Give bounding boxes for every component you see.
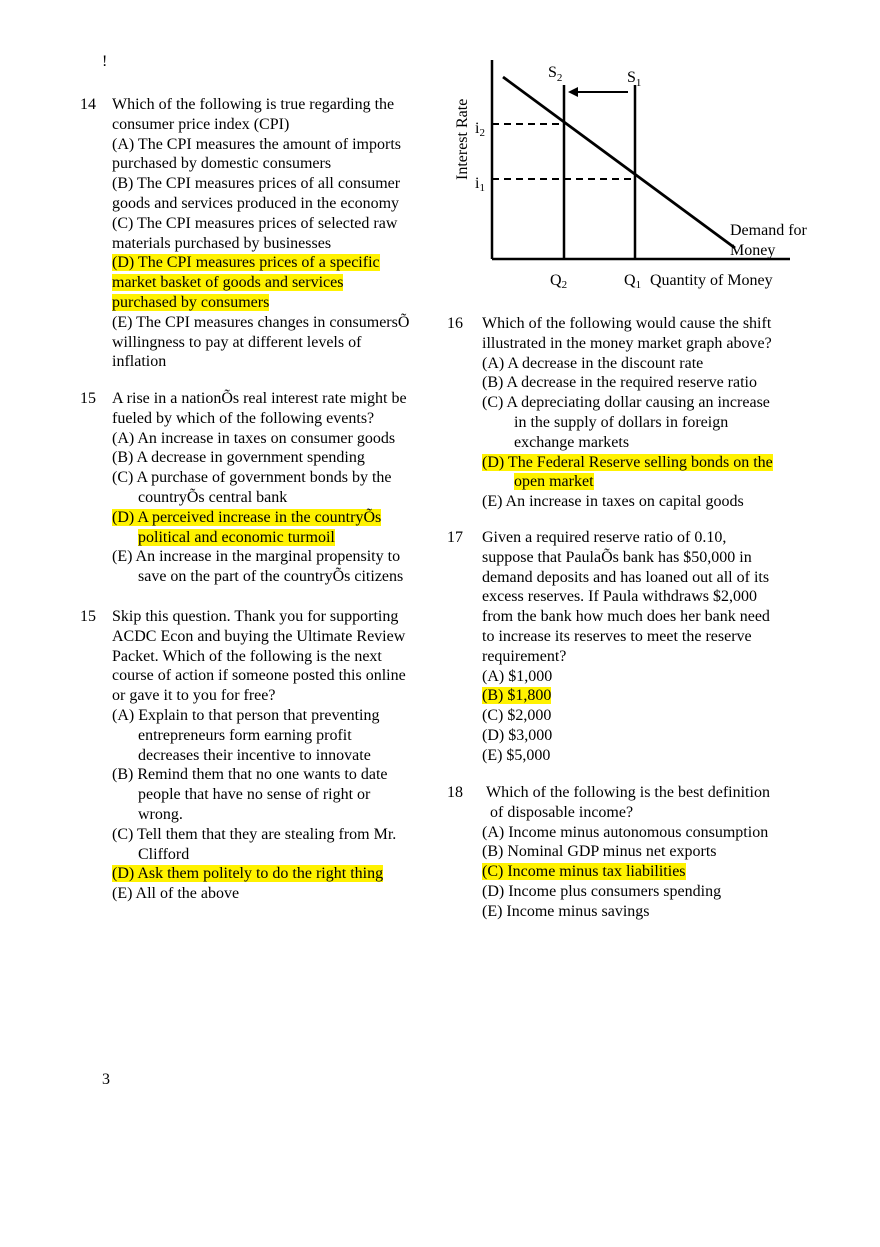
option-d-correct: (D) The Federal Reserve selling bonds on the [482,453,773,471]
option-a-cont: decreases their incentive to innovate [138,746,371,764]
question-stem: to increase its reserves to meet the reserve [482,627,752,645]
money-market-graph [450,55,820,295]
question-number: 17 [447,529,463,546]
question-stem: or gave it to you for free? [112,687,276,705]
option-b-correct: (B) $1,800 [482,687,552,705]
quantity-label-q1: Q1 [624,272,642,291]
question-number: 15 [80,390,96,407]
option-e-cont: willingness to pay at different levels of [112,333,362,351]
option-e: (E) Income minus savings [482,902,650,920]
option-d-correct-cont: open market [514,473,594,491]
option-b-cont: people that have no sense of right or [138,786,371,804]
option-c-correct: (C) Income minus tax liabilities [482,863,686,881]
supply-label-s1: $S_1$ [627,69,642,89]
question-body [482,528,770,766]
option-e: (E) An increase in the marginal propensity to [112,548,401,566]
option-c-cont: countryÕs central bank [138,488,288,506]
option-c: (C) $2,000 [482,707,552,725]
option-c: (C) The CPI measures prices of selected raw [112,214,398,232]
option-c-cont: Clifford [138,845,190,863]
rate-label-i1: i1 [475,175,485,194]
question-stem: of disposable income? [490,803,634,821]
question-options [482,823,768,922]
question-number: 14 [80,96,96,113]
option-a-cont: purchased by domestic consumers [112,155,332,173]
question-body [112,389,407,587]
quantity-label-q2: Q2 [550,272,568,291]
option-d-correct-cont: purchased by consumers [112,293,270,311]
option-b: (B) Nominal GDP minus net exports [482,843,717,861]
option-e: (E) An increase in taxes on capital goods [482,493,744,511]
option-d: (D) $3,000 [482,726,553,744]
top-mark: ! [102,53,108,70]
y-axis-label: Interest Rate [454,98,471,180]
question-number: 18 [447,784,463,801]
question-stem: excess reserves. If Paula withdraws $2,000 [482,588,758,606]
option-c: (C) A purchase of government bonds by the [112,469,392,487]
option-a: (A) The CPI measures the amount of imports [112,135,401,153]
question-stem: suppose that PaulaÕs bank has $50,000 in [482,548,752,566]
option-d-correct: (D) A perceived increase in the countryÕs [112,508,382,526]
question-stem: course of action if someone posted this online [112,667,406,685]
option-e-cont: save on the part of the countryÕs citizens [138,568,404,586]
question-stem: Which of the following is the best definition [486,784,770,801]
option-b-cont: goods and services produced in the economy [112,194,400,212]
x-axis-label: Quantity of Money [650,272,773,289]
question-stem: illustrated in the money market graph above? [482,334,772,352]
option-c-cont: exchange markets [514,433,630,451]
option-a: (A) Explain to that person that preventing [112,706,380,724]
question-stem: requirement? [482,647,567,665]
option-e-cont: inflation [112,353,167,371]
question-stem: Which of the following is true regarding the [112,96,395,113]
option-d: (D) Income plus consumers spending [482,882,722,900]
question-body [112,607,406,904]
option-d-correct-cont: market basket of goods and services [112,274,344,292]
demand-label: Demand for [730,222,807,239]
question-stem: fueled by which of the following events? [112,409,375,427]
option-d-correct-cont: political and economic turmoil [138,528,335,546]
question-stem: from the bank how much does her bank need [482,608,770,626]
option-c-cont: materials purchased by businesses [112,234,332,252]
option-d-correct: (D) Ask them politely to do the right thing [112,865,384,883]
option-b: (B) Remind them that no one wants to date [112,766,388,784]
question-stem: consumer price index (CPI) [112,115,290,133]
page-number: 3 [102,1071,110,1088]
question-stem: ACDC Econ and buying the Ultimate Review [112,627,406,645]
option-d-correct: (D) The CPI measures prices of a specific [112,254,380,272]
question-number: 15 [80,608,96,625]
rate-label-i2: i2 [475,120,485,139]
option-b-cont: wrong. [138,805,183,823]
option-b: (B) A decrease in government spending [112,449,365,467]
question-body [482,314,773,512]
question-stem: Skip this question. Thank you for supporting [112,608,399,625]
question-stem: Which of the following would cause the shift [482,315,772,332]
option-a: (A) $1,000 [482,667,553,685]
supply-label-s2: $S_2$ [548,64,563,84]
question-stem: A rise in a nationÕs real interest rate might be [112,390,407,407]
question-stem: Packet. Which of the following is the next [112,647,382,665]
option-c-cont: in the supply of dollars in foreign [514,413,729,431]
option-e: (E) All of the above [112,885,240,903]
option-e: (E) The CPI measures changes in consumersÕ [112,313,410,331]
option-a: (A) An increase in taxes on consumer goods [112,429,396,447]
option-a: (A) Income minus autonomous consumption [482,823,769,841]
option-c: (C) Tell them that they are stealing from Mr. [112,825,397,843]
demand-curve [503,77,735,248]
question-number: 16 [447,315,463,332]
option-a: (A) A decrease in the discount rate [482,354,704,372]
option-e: (E) $5,000 [482,746,551,764]
option-a-cont: entrepreneurs form earning profit [138,726,352,744]
option-b: (B) A decrease in the required reserve ratio [482,374,757,392]
question-body [486,783,770,823]
question-stem: demand deposits and has loaned out all of its [482,568,770,586]
question-body [112,95,409,372]
option-b: (B) The CPI measures prices of all consumer [112,175,401,193]
demand-label-cont: Money [730,242,776,259]
option-c: (C) A depreciating dollar causing an increase [482,394,770,412]
question-stem: Given a required reserve ratio of 0.10, [482,529,727,546]
